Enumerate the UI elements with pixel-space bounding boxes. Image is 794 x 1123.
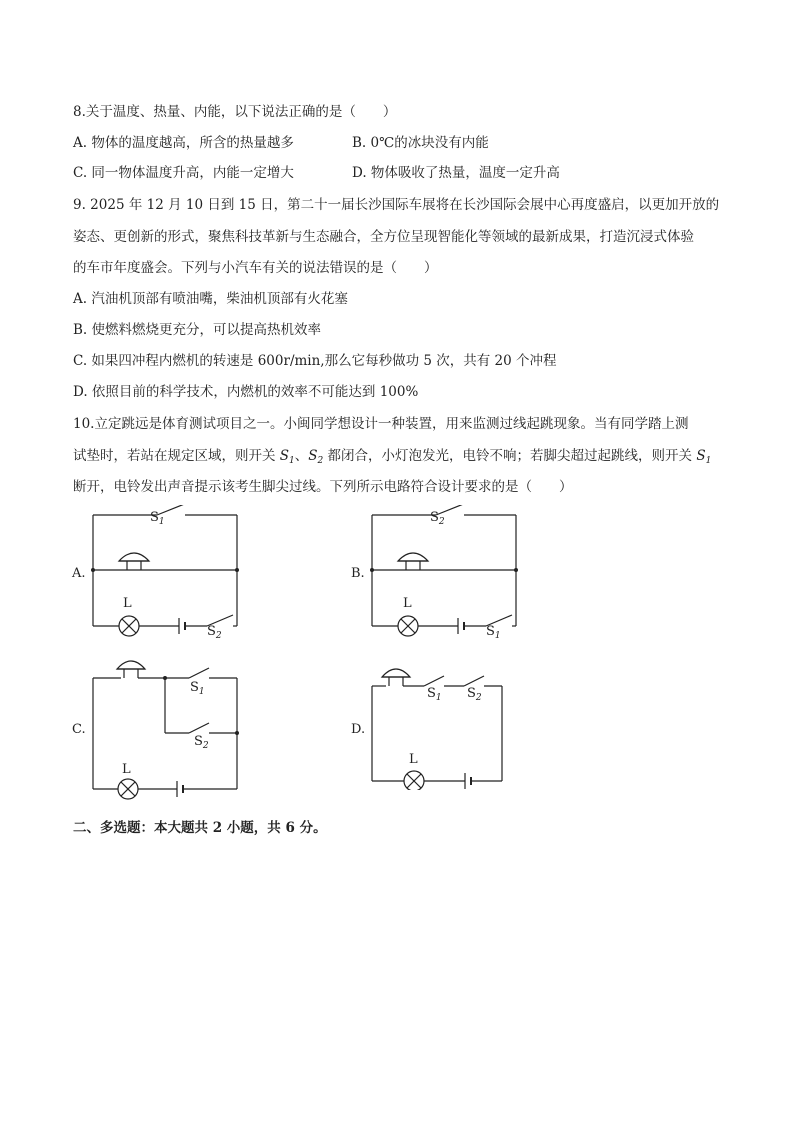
circuit-c-s2-label: $S_2$ [194, 734, 209, 751]
q10-stem-line2: 试垫时，若站在规定区域，则开关 $S_1$、$S_2$ 都闭合，小灯泡发光，电铃不响；若脚尖超过起跳线，则开关 $S_1$ [73, 448, 712, 466]
circuit-diagram-d [364, 660, 514, 790]
q9-option-a: A. 汽油机顶部有喷油嘴，柴油机顶部有火花塞 [73, 291, 348, 307]
circuit-a-s1-label: $S_1$ [150, 510, 165, 527]
circuit-d-s2-label: $S_2$ [467, 686, 482, 703]
q8-option-b: B. 0℃的冰块没有内能 [352, 135, 489, 151]
q9-option-c: C. 如果四冲程内燃机的转速是 600r/min,那么它每秒做功 5 次，共有 20 个冲程 [73, 353, 557, 369]
circuit-b-s1-label: $S_1$ [486, 624, 501, 641]
circuit-a-lamp-label: L [123, 596, 132, 611]
q8-option-c: C. 同一物体温度升高，内能一定增大 [73, 165, 294, 181]
q10-stem-line1: 10.立定跳远是体育测试项目之一。小闽同学想设计一种装置，用来监测过线起跳现象。当有同学踏上测 [73, 416, 689, 432]
q9-stem-line1: 9. 2025 年 12 月 10 日到 15 日，第二十一届长沙国际车展将在长沙国际会展中心再度盛启，以更加开放的 [73, 197, 720, 213]
q8-option-d: D. 物体吸收了热量，温度一定升高 [352, 165, 560, 181]
q9-stem-line3: 的车市年度盛会。下列与小汽车有关的说法错误的是（ ） [73, 260, 438, 276]
circuit-diagram-a [85, 505, 250, 645]
q10-stem-line3: 断开，电铃发出声音提示该考生脚尖过线。下列所示电路符合设计要求的是（ ） [73, 479, 573, 495]
circuit-c-label: C. [72, 722, 86, 737]
q8-option-a: A. 物体的温度越高，所含的热量越多 [73, 135, 294, 151]
section-2-heading: 二、多选题：本大题共 2 小题，共 6 分。 [73, 820, 327, 836]
q8-stem: 8.关于温度、热量、内能，以下说法正确的是（ ） [73, 104, 397, 120]
q9-option-b: B. 使燃料燃烧更充分，可以提高热机效率 [73, 322, 322, 338]
circuit-b-lamp-label: L [403, 596, 412, 611]
circuit-a-label: A. [72, 566, 86, 581]
circuit-b-s2-label: $S_2$ [430, 510, 445, 527]
q9-option-d: D. 依照目前的科学技术，内燃机的效率不可能达到 100% [73, 384, 419, 400]
circuit-d-lamp-label: L [409, 752, 418, 767]
circuit-diagram-b [364, 505, 529, 645]
circuit-b-label: B. [351, 566, 365, 581]
circuit-a-s2-label: $S_2$ [207, 624, 222, 641]
circuit-d-label: D. [351, 722, 366, 737]
q9-stem-line2: 姿态、更创新的形式，聚焦科技革新与生态融合，全方位呈现智能化等领域的最新成果，打造沉浸式体验 [73, 229, 694, 245]
circuit-d-s1-label: $S_1$ [427, 686, 442, 703]
circuit-c-s1-label: $S_1$ [190, 680, 205, 697]
circuit-c-lamp-label: L [122, 762, 131, 777]
circuit-diagram-c [85, 656, 250, 806]
